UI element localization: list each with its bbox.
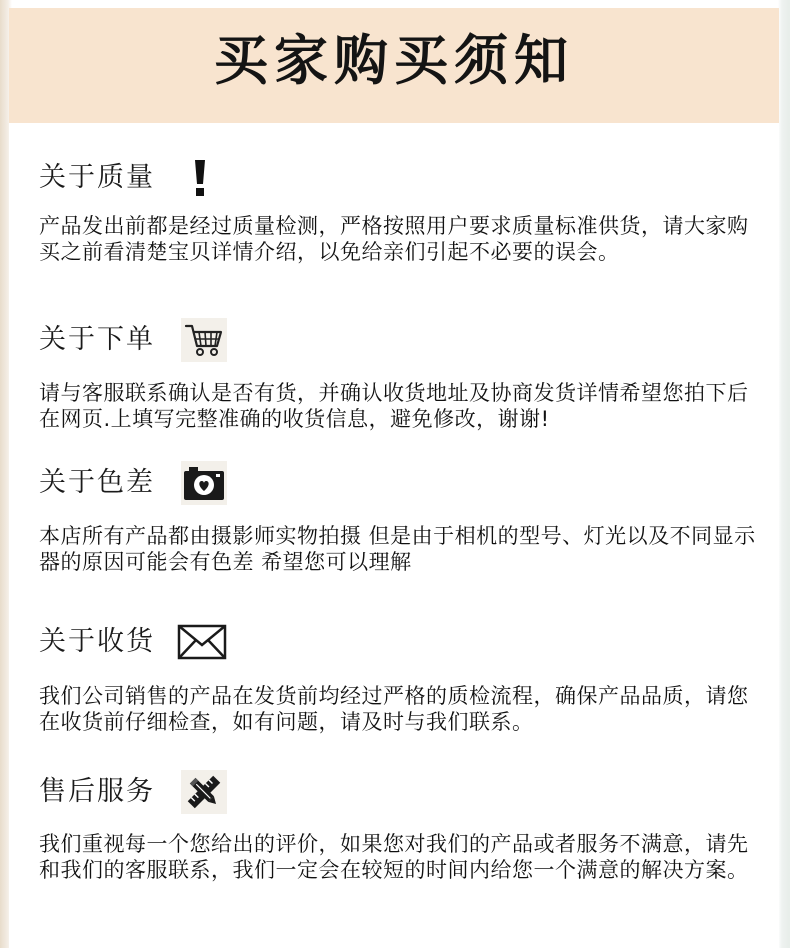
section-receiving-heading-row	[39, 620, 229, 664]
section-after-sales-heading-row	[39, 770, 227, 814]
section-ordering-heading-row	[39, 318, 227, 362]
section-color-heading-row	[39, 461, 227, 505]
camera-icon	[181, 461, 227, 505]
notice-header	[9, 8, 779, 123]
section-body: 我们重视每一个您给出的评价，如果您对我们的产品或者服务不满意，请先和我们的客服联系，我们一定会在较短的时间内给您一个满意的解决方案。	[39, 832, 749, 882]
section-quality-heading-row	[39, 156, 223, 200]
envelope-icon	[175, 620, 229, 664]
section-heading: 关于收货	[39, 626, 155, 657]
pencil-ruler-icon	[181, 770, 227, 814]
section-heading: 关于质量	[39, 162, 155, 193]
section-body: 我们公司销售的产品在发货前均经过严格的质检流程，确保产品品质，请您在收货前仔细检查，如有问题，请及时与我们联系。	[39, 684, 749, 734]
notice-card	[9, 123, 779, 948]
exclamation-icon	[177, 156, 223, 200]
page-title: 买家购买须知	[214, 29, 574, 92]
section-body: 本店所有产品都由摄影师实物拍摄 但是由于相机的型号、灯光以及不同显示器的原因可能会有色差 希望您可以理解	[39, 524, 756, 574]
section-heading: 售后服务	[39, 776, 155, 807]
shopping-cart-icon	[181, 318, 227, 362]
section-body: 请与客服联系确认是否有货，并确认收货地址及协商发货详情希望您拍下后在网页.上填写完整准确的收货信息，避免修改，谢谢!	[39, 381, 749, 431]
section-heading: 关于下单	[39, 324, 155, 355]
section-body: 产品发出前都是经过质量检测，严格按照用户要求质量标准供货，请大家购买之前看清楚宝贝详情介绍，以免给亲们引起不必要的误会。	[39, 214, 749, 264]
section-heading: 关于色差	[39, 467, 155, 498]
